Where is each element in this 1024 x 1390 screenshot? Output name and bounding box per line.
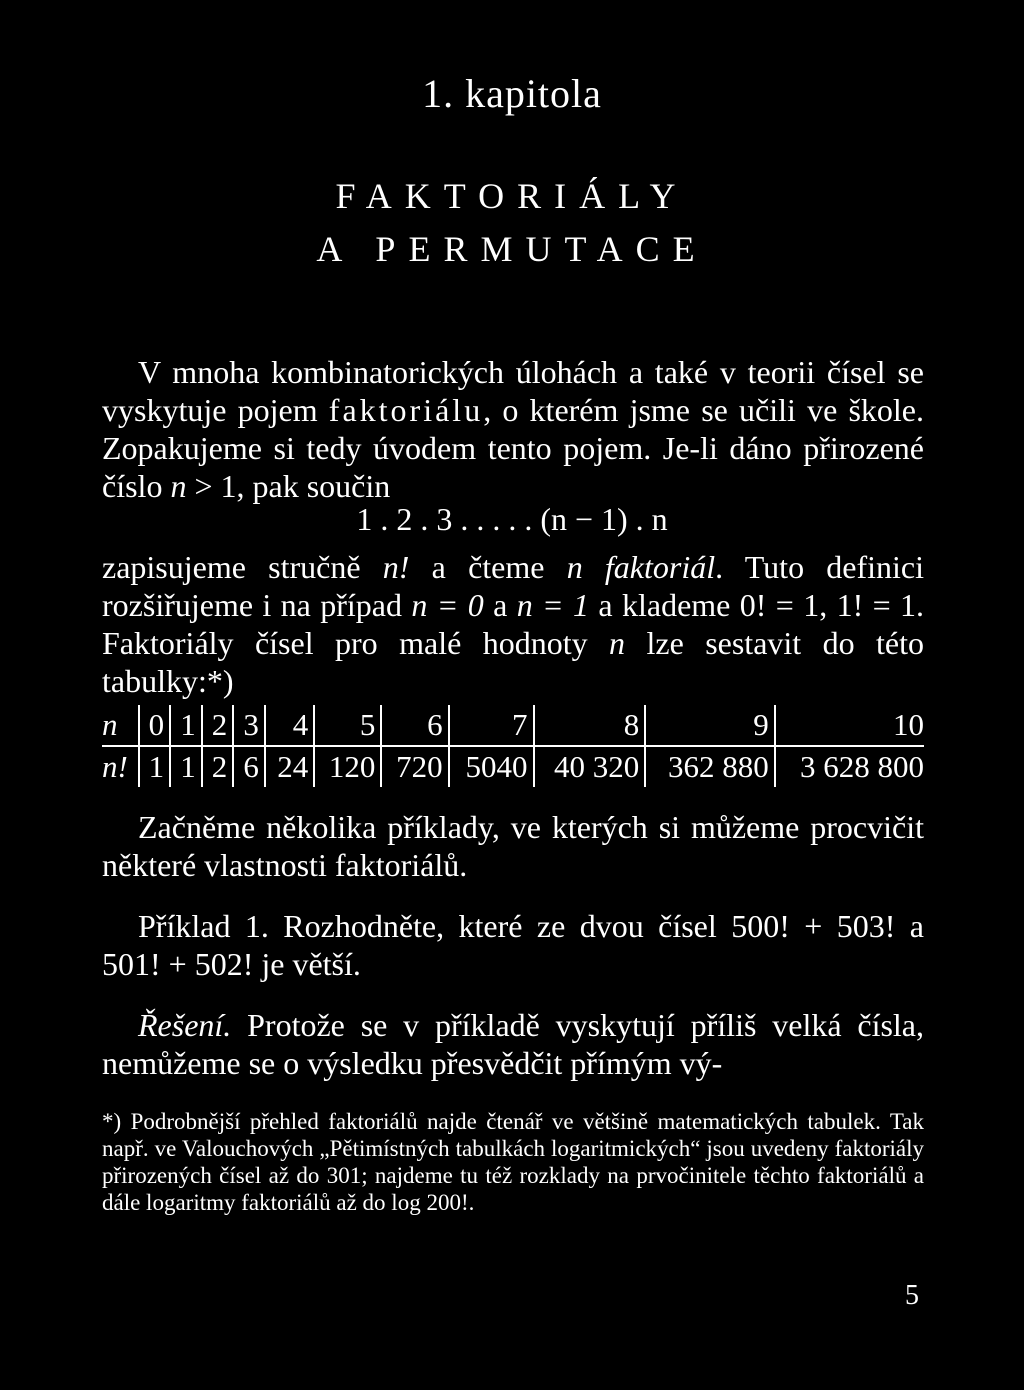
table-row-n bbox=[102, 705, 924, 746]
table-cell: 1 bbox=[170, 705, 202, 746]
def-text-a: zapisujeme stručně bbox=[102, 549, 383, 585]
page-number: 5 bbox=[905, 1280, 919, 1311]
table-cell: 6 bbox=[233, 746, 265, 787]
def-text-e: a klademe 0! = 1, 1! = 1. Faktoriály čísel pro malé hodnoty bbox=[102, 587, 925, 661]
table-cell: 1 bbox=[170, 746, 202, 787]
def-notation: n! bbox=[382, 549, 410, 585]
table-cell: 8 bbox=[534, 705, 646, 746]
solution-paragraph bbox=[102, 1006, 924, 1082]
intro-var-n: n bbox=[170, 468, 187, 504]
table-cell: 720 bbox=[381, 746, 448, 787]
table-cell: 3 628 800 bbox=[800, 749, 924, 784]
def-case-1: n = 1 bbox=[516, 587, 590, 623]
product-formula: 1 . 2 . 3 . . . . . (n − 1) . n bbox=[356, 501, 668, 537]
table-cell: 3 bbox=[233, 705, 265, 746]
table-row-factorial bbox=[102, 746, 924, 787]
footnote: *) Podrobnější přehled faktoriálů najde čtenář ve většině matematických tabulek. Tak např. ve Valouchových „Pětimístných tabulkách logaritmických“ jsou uvedeny faktoriály přirozených čísel až do 301; najdeme tu též rozklady na prvočinitele těchto faktoriálů a dále logaritmy faktoriálů až do log 200!. bbox=[102, 1109, 924, 1215]
row-label-n: n bbox=[102, 705, 139, 746]
def-var-n: n bbox=[609, 625, 626, 661]
table-cell: 120 bbox=[314, 746, 381, 787]
def-text-d: a bbox=[483, 587, 517, 623]
def-text-b: a čteme bbox=[409, 549, 567, 585]
table-cell: 1 bbox=[139, 746, 171, 787]
table-cell: 2 bbox=[202, 746, 234, 787]
chapter-title-line-1: FAKTORIÁLY bbox=[335, 176, 689, 216]
intro-paragraph bbox=[102, 353, 924, 505]
row-label-factorial: n! bbox=[102, 746, 139, 787]
intro-term: faktoriálu bbox=[328, 392, 484, 428]
table-cell: 5040 bbox=[449, 746, 534, 787]
intro-text-b: , o kterém jsme se učili ve škole. Zopakujeme si tedy úvodem tento pojem. Je-li dáno přirozené číslo bbox=[102, 392, 925, 504]
table-cell: 2 bbox=[202, 705, 234, 746]
solution-label: Řešení. bbox=[138, 1007, 232, 1043]
intro-text-c: > 1, pak součin bbox=[186, 468, 391, 504]
table-cell: 40 320 bbox=[534, 746, 646, 787]
table-cell: 6 bbox=[381, 705, 448, 746]
table-cell: 24 bbox=[265, 746, 314, 787]
def-text-f: lze sestavit do této tabulky:*) bbox=[102, 625, 925, 699]
factorial-table bbox=[102, 705, 924, 787]
table-cell: 0 bbox=[139, 705, 171, 746]
solution-text: Protože se v příkladě vyskytují příliš velká čísla, nemůžeme se o výsledku přesvědčit přímým vý- bbox=[102, 1007, 924, 1081]
def-reading: n faktoriál bbox=[566, 549, 716, 585]
def-case-0: n = 0 bbox=[411, 587, 484, 623]
example-1-paragraph: Příklad 1. Rozhodněte, které ze dvou čísel 500! + 503! a 501! + 502! je větší. bbox=[102, 908, 924, 982]
examples-paragraph: Začněme několika příklady, ve kterých si můžeme procvičit některé vlastnosti faktoriálů. bbox=[102, 809, 924, 883]
table-cell: 4 bbox=[265, 705, 314, 746]
chapter-title-line-2: A PERMUTACE bbox=[316, 229, 708, 269]
intro-text-a: V mnoha kombinatorických úlohách a také v teorii čísel se vyskytuje pojem bbox=[102, 354, 924, 428]
table-cell: 7 bbox=[449, 705, 534, 746]
table-cell: 10 bbox=[775, 705, 924, 746]
definition-paragraph bbox=[102, 548, 924, 700]
chapter-label: 1. kapitola bbox=[422, 71, 602, 116]
table-cell: 9 bbox=[645, 705, 774, 746]
def-text-c: . Tuto definici rozšiřujeme i na případ bbox=[102, 549, 925, 623]
table-cell: 5 bbox=[314, 705, 381, 746]
table-cell: 362 880 bbox=[645, 746, 774, 787]
